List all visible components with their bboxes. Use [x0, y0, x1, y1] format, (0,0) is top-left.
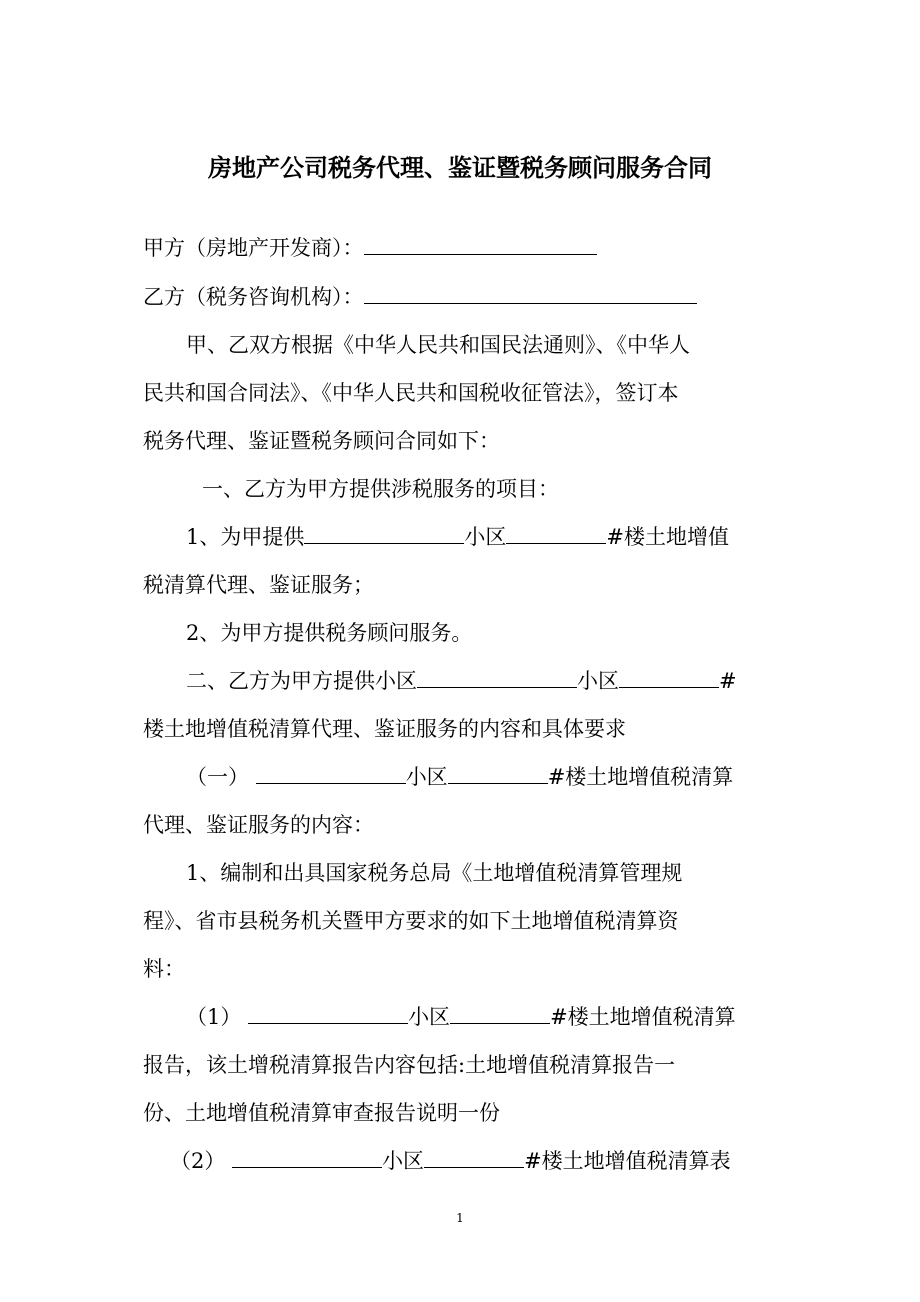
item-1-blank-1	[304, 523, 464, 544]
point-2-blank-1	[232, 1147, 382, 1168]
party-a-label: 甲方（房地产开发商）：	[143, 236, 364, 260]
point-1-prefix: （1）	[186, 1005, 242, 1029]
party-b-blank	[364, 283, 697, 304]
item-1-prefix: 1、为甲提供	[186, 525, 305, 549]
point-2-mid: 小区	[382, 1149, 425, 1173]
item-1-mid: 小区	[464, 525, 507, 549]
item-2-line: 2、为甲方提供税务顾问服务。	[186, 621, 473, 645]
party-b-line	[143, 282, 697, 312]
item-1-line	[186, 522, 729, 552]
section-2-continuation: 楼土地增值税清算代理、鉴证服务的内容和具体要求	[143, 717, 626, 741]
point-1-blank-1	[248, 1003, 408, 1024]
section-2-suffix: #	[719, 669, 737, 693]
section-2-line	[186, 666, 737, 696]
sub-1-mid: 小区	[405, 765, 448, 789]
contract-title: 房地产公司税务代理、鉴证暨税务顾问服务合同	[208, 154, 712, 182]
point-1-mid: 小区	[408, 1005, 451, 1029]
sub-1-prefix: （一）	[186, 765, 249, 789]
point-2-suffix: #楼土地增值税清算表	[524, 1149, 731, 1173]
point-2-blank-2	[424, 1147, 524, 1168]
point-1-line	[186, 1002, 736, 1032]
party-a-line	[143, 233, 597, 263]
item-1-continuation: 税清算代理、鉴证服务；	[143, 573, 374, 597]
para-1-line-1: 1、编制和出具国家税务总局《土地增值税清算管理规	[186, 861, 683, 885]
point-1-blank-2	[450, 1003, 550, 1024]
section-1-heading: 一、乙方为甲方提供涉税服务的项目：	[202, 477, 559, 501]
sub-1-blank-2	[448, 763, 548, 784]
sub-1-blank-1	[256, 763, 406, 784]
section-2-blank-2	[619, 667, 719, 688]
section-2-mid: 小区	[577, 669, 619, 693]
page-number: 1	[456, 1211, 464, 1225]
item-1-suffix: #楼土地增值	[606, 525, 729, 549]
sub-1-suffix: #楼土地增值税清算	[547, 765, 734, 789]
para-1-line-3: 料：	[143, 957, 185, 981]
point-2-prefix: （2）	[170, 1149, 226, 1173]
item-1-blank-2	[506, 523, 606, 544]
point-1-continuation-1: 报告，该土增税清算报告内容包括:土地增值税清算报告一	[143, 1053, 676, 1077]
point-2-line	[170, 1146, 731, 1176]
sub-1-line	[186, 762, 733, 792]
intro-line-3: 税务代理、鉴证暨税务顾问合同如下：	[143, 429, 500, 453]
sub-1-continuation: 代理、鉴证服务的内容：	[143, 813, 374, 837]
point-1-continuation-2: 份、土地增值税清算审查报告说明一份	[143, 1101, 500, 1125]
party-b-label: 乙方（税务咨询机构）：	[143, 285, 364, 309]
intro-line-1: 甲、乙双方根据《中华人民共和国民法通则》、《中华人	[186, 333, 690, 357]
para-1-line-2: 程》、省市县税务机关暨甲方要求的如下土地增值税清算资	[143, 909, 679, 933]
intro-line-2: 民共和国合同法》、《中华人民共和国税收征管法》，签订本	[143, 381, 679, 405]
party-a-blank	[364, 234, 597, 255]
section-2-blank-1	[417, 667, 577, 688]
point-1-suffix: #楼土地增值税清算	[550, 1005, 736, 1029]
section-2-prefix: 二、乙方为甲方提供小区	[186, 669, 417, 693]
